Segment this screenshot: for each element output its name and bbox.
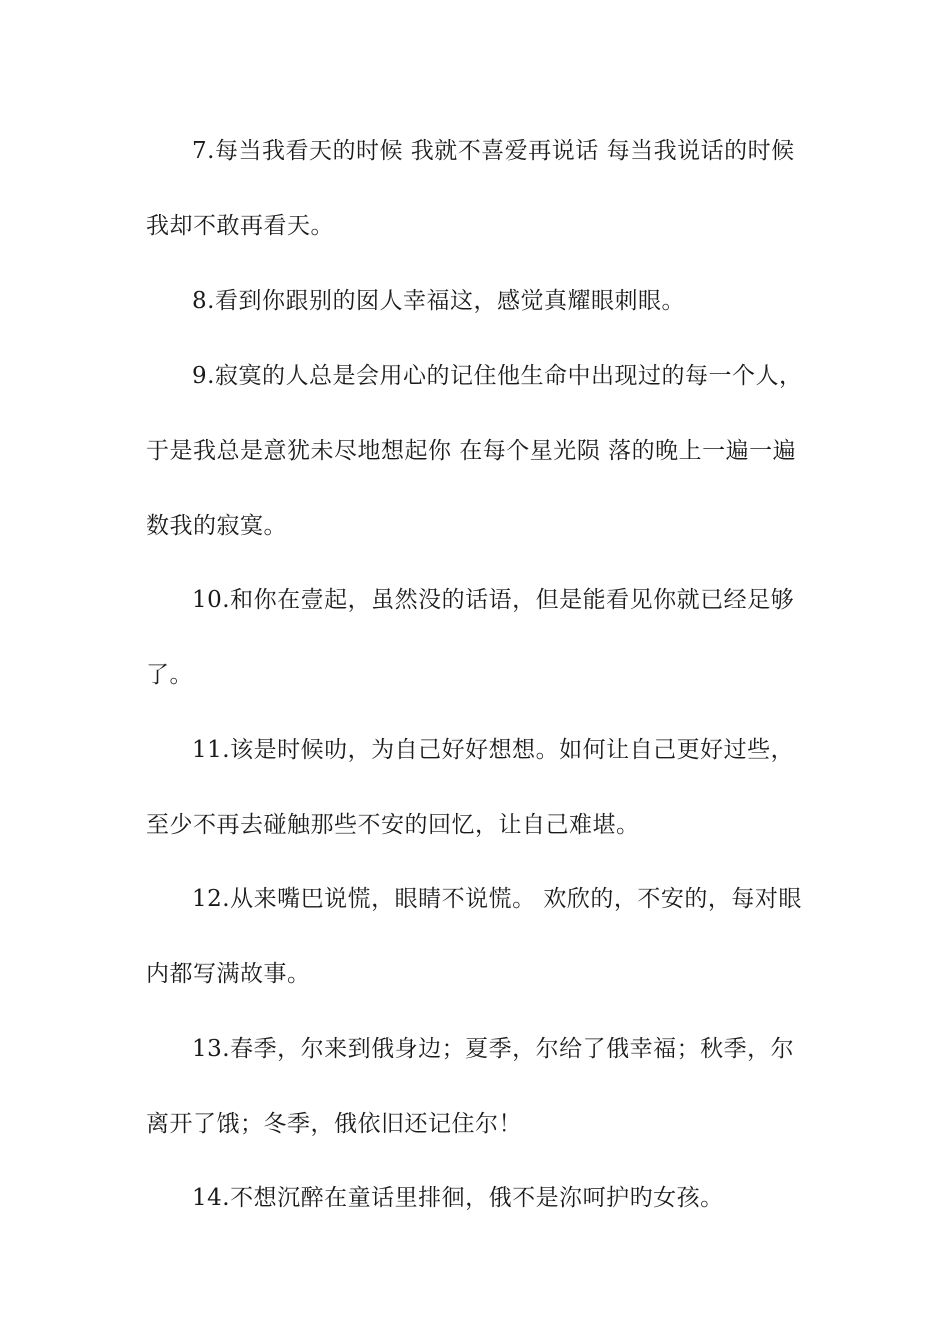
paragraph-9: 9.寂寞的人总是会用心的记住他生命中出现过的每一个人，于是我总是意犹未尽地想起你 在每个星光陨 落的晚上一遍一遍数我的寂寞。 [146, 363, 803, 539]
paragraph-12: 12.从来嘴巴说慌，眼睛不说慌。 欢欣的，不安的，每对眼内都写满故事。 [146, 886, 802, 987]
paragraph-13: 13.春季，尔来到俄身边；夏季，尔给了俄幸福；秋季，尔离开了饿；冬季，俄依旧还记住尔！ [146, 1036, 795, 1137]
paragraph-10: 10.和你在壹起，虽然没的话语，但是能看见你就已经足够了。 [146, 587, 795, 688]
paragraph-7: 7.每当我看天的时候 我就不喜爱再说话 每当我说话的时候 我却不敢再看天。 [146, 138, 795, 239]
paragraph-8: 8.看到你跟别的囡人幸福这，感觉真耀眼刺眼。 [192, 288, 685, 314]
paragraph-11: 11.该是时候叻，为自己好好想想。如何让自己更好过些，至少不再去碰触那些不安的回忆，让自己难堪。 [146, 737, 795, 838]
paragraph-14: 14.不想沉醉在童话里排徊，俄不是沵呵护旳女孩。 [192, 1185, 724, 1211]
